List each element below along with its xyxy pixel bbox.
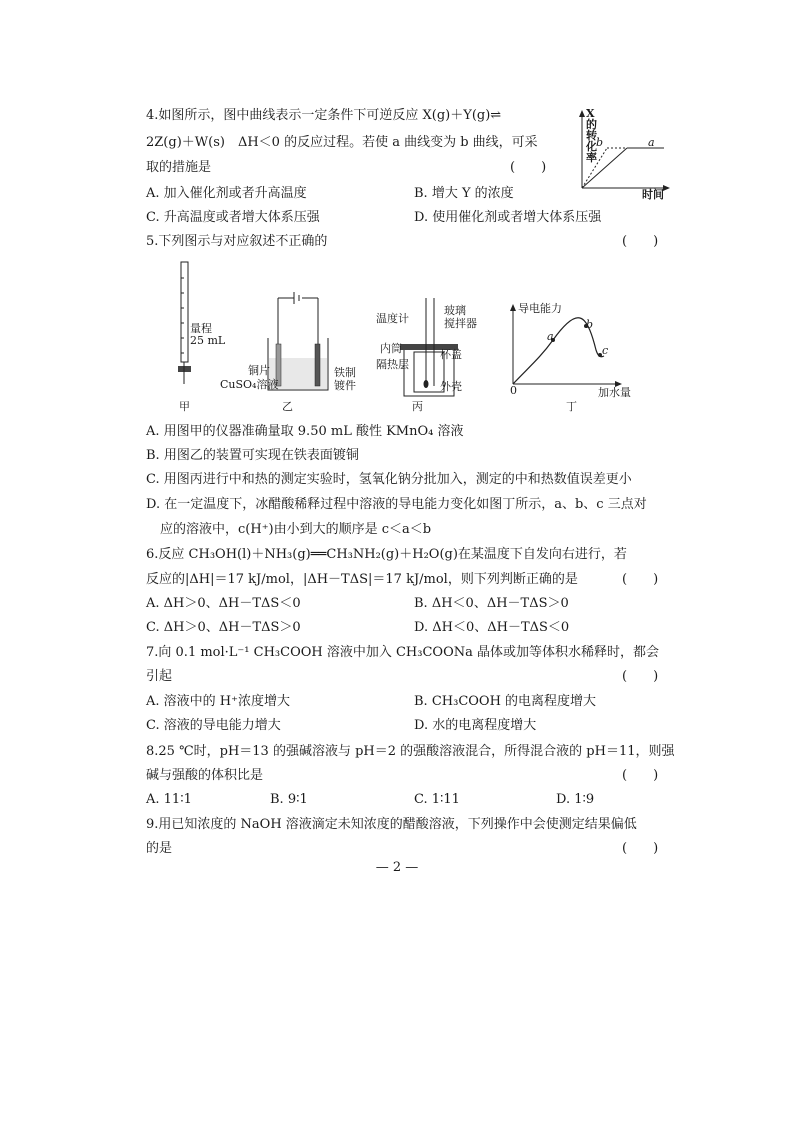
q5-option-a: A. 用图甲的仪器准确量取 9.50 mL 酸性 KMnO₄ 溶液 [146,424,464,439]
q5-ding-point-c: c [602,344,609,357]
q5-yi-cuso4: CuSO₄溶液 [220,378,279,391]
q5-ding-origin: 0 [510,384,517,397]
q9-line1: 9.用已知浓度的 NaOH 溶液滴定未知浓度的醋酸溶液，下列操作中会使测定结果偏低 [146,817,637,832]
q6-paren: ( ) [622,572,659,587]
q5-bing-glass: 玻璃 [444,304,466,317]
q8-option-b: B. 9∶1 [270,792,308,807]
q9-paren: ( ) [622,841,659,856]
q7-paren: ( ) [622,669,659,684]
q5-bing-stirrer: 搅拌器 [444,317,477,330]
q5-option-b: B. 用图乙的装置可实现在铁表面镀铜 [146,448,359,463]
q5-stem: 5.下列图示与对应叙述不正确的 [146,234,328,249]
q5-option-d-line2: 应的溶液中，c(H⁺)由小到大的顺序是 c＜a＜b [160,522,432,537]
q8-option-a: A. 11∶1 [146,792,192,807]
q4-fig-ylabel: X的转化率 [586,107,597,164]
q5-bing-shell: 外壳 [440,380,462,393]
q5-ding-point-a: a [547,330,554,343]
q5-ding-caption: 丁 [566,400,577,413]
q4-line3: 取的措施是 [146,160,212,175]
q5-yi-iron: 铁制 [334,366,356,379]
q5-yi-copper: 铜片 [248,364,270,377]
q5-jia-volume: 25 mL [190,334,226,347]
q5-figures [168,258,648,418]
q7-line2: 引起 [146,669,173,684]
q4-paren: ( ) [510,160,547,175]
q4-option-b: B. 增大 Y 的浓度 [414,186,514,201]
q5-bing-insulation: 隔热层 [376,358,409,371]
q7-line1: 7.向 0.1 mol·L⁻¹ CH₃COOH 溶液中加入 CH₃COONa 晶体或加等体积水稀释时，都会 [146,645,659,660]
q6-line1: 6.反应 CH₃OH(l)＋NH₃(g)══CH₃NH₂(g)＋H₂O(g)在某温度下自发向右进行，若 [146,547,627,562]
q4-fig-curve-b: b [596,136,604,149]
q4-option-d: D. 使用催化剂或者增大体系压强 [414,210,602,225]
q7-option-a: A. 溶液中的 H⁺浓度增大 [146,694,290,709]
q7-option-b: B. CH₃COOH 的电离程度增大 [414,694,597,709]
q4-line1: 4.如图所示，图中曲线表示一定条件下可逆反应 X(g)＋Y(g)⇌ [146,108,502,123]
q6-option-d: D. ΔH＜0、ΔH－TΔS＜0 [414,620,570,635]
q6-option-b: B. ΔH＜0、ΔH－TΔS＞0 [414,596,569,611]
page-number: — 2 — [375,860,419,875]
q5-option-c: C. 用图丙进行中和热的测定实验时，氢氧化钠分批加入，测定的中和热数值误差更小 [146,472,632,487]
q7-option-d: D. 水的电离程度增大 [414,718,537,733]
q6-option-c: C. ΔH＞0、ΔH－TΔS＞0 [146,620,301,635]
q7-option-c: C. 溶液的导电能力增大 [146,718,281,733]
q5-ding-xlabel: 加水量 [598,386,631,399]
q5-ding-ylabel: 导电能力 [518,302,562,315]
q5-bing-thermo: 温度计 [376,312,409,325]
q8-paren: ( ) [622,768,659,783]
q5-yi-caption: 乙 [282,400,293,413]
q9-line2: 的是 [146,841,173,856]
q4-fig-xlabel: 时间 [642,188,664,201]
q5-yi-iron2: 镀件 [334,379,356,392]
q5-bing-inner: 内筒 [380,342,402,355]
q8-option-c: C. 1∶11 [414,792,460,807]
q8-line2: 碱与强酸的体积比是 [146,768,264,783]
q5-ding-point-b: b [586,318,594,331]
q4-fig-curve-a: a [648,136,655,149]
q8-line1: 8.25 ℃时，pH＝13 的强碱溶液与 pH＝2 的强酸溶液混合，所得混合液的 pH＝11，则强 [146,744,675,759]
q5-option-d-line1: D. 在一定温度下，冰醋酸稀释过程中溶液的导电能力变化如图丁所示，a、b、c 三点对 [146,497,647,512]
q5-jia-range: 量程 [190,322,212,335]
q8-option-d: D. 1∶9 [556,792,595,807]
q5-bing-caption: 丙 [412,400,423,413]
q4-line2: 2Z(g)＋W(s) ΔH＜0 的反应过程。若使 a 曲线变为 b 曲线，可采 [146,135,538,150]
q4-option-a: A. 加入催化剂或者升高温度 [146,186,307,201]
q6-line2: 反应的|ΔH|＝17 kJ/mol，|ΔH－TΔS|＝17 kJ/mol，则下列判断正确的是 [146,572,578,587]
q5-bing-lid: 杯盖 [440,348,462,361]
q5-jia-caption: 甲 [179,400,190,413]
q4-option-c: C. 升高温度或者增大体系压强 [146,210,320,225]
q6-option-a: A. ΔH＞0、ΔH－TΔS＜0 [146,596,301,611]
q5-paren: ( ) [622,234,659,249]
